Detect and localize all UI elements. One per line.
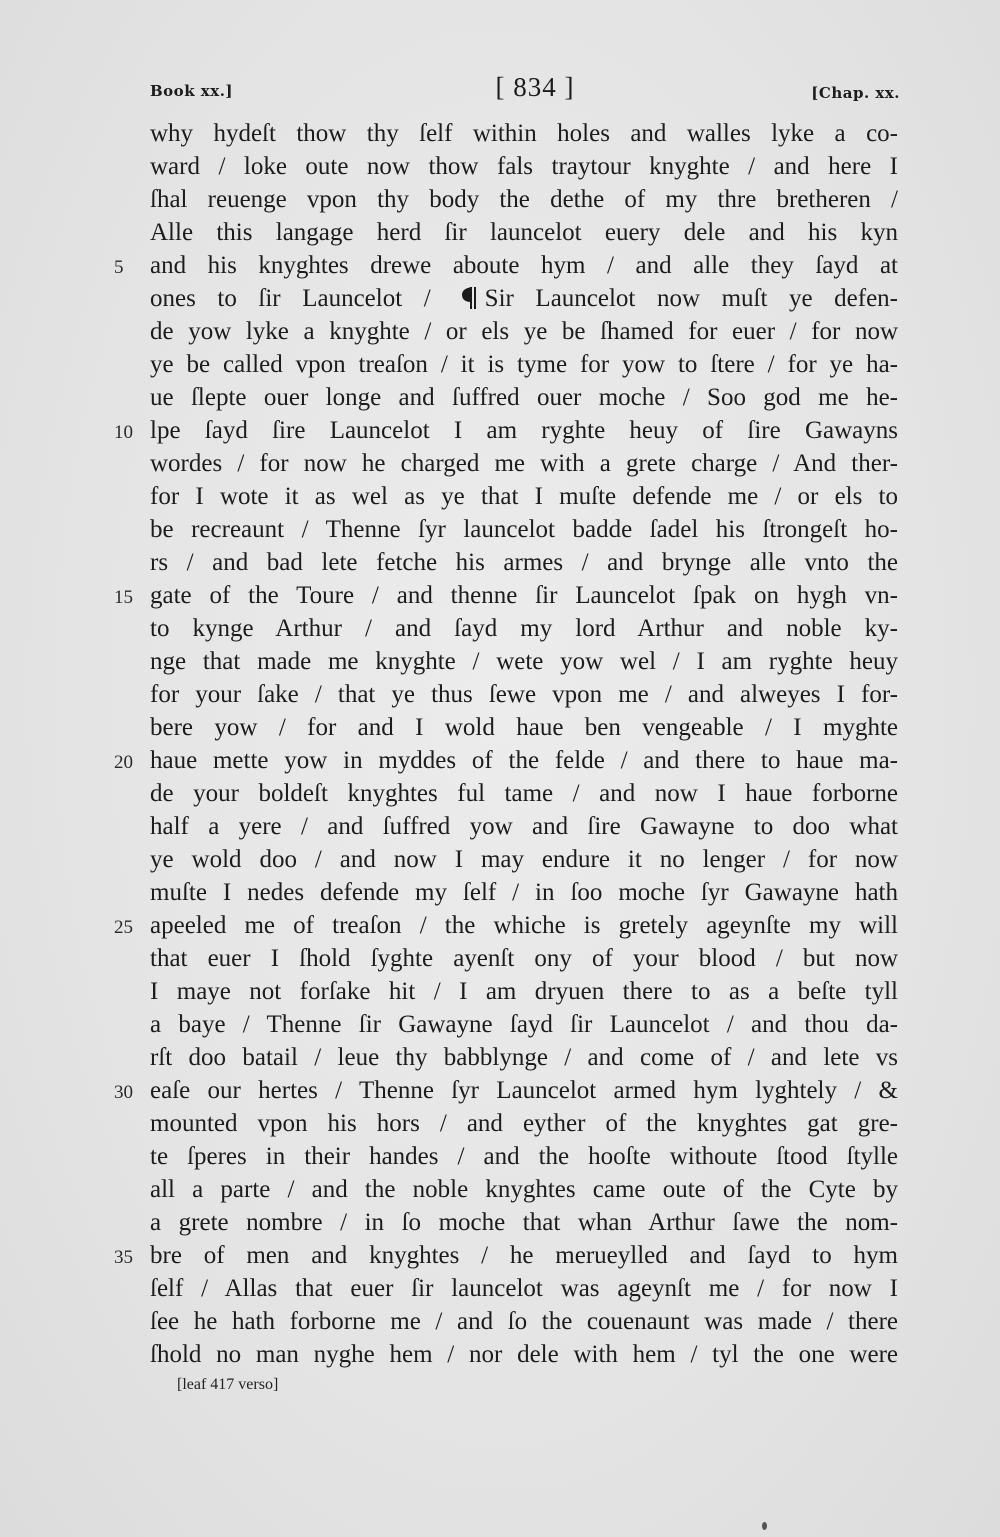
line-text: muſte I nedes defende my ſelf / in ſoo moche ſyr Gawayne hath [150, 879, 898, 906]
line-text: bre of men and knyghtes / he merueylled and ſayd to hym [150, 1242, 898, 1269]
line-text: haue mette yow in myddes of the felde / and there to haue ma- [150, 747, 898, 774]
line-text: Alle this langage herd ſir launcelot euery dele and his kyn [150, 219, 898, 246]
line-text: a baye / Thenne ſir Gawayne ſayd ſir Launcelot / and thou da- [150, 1011, 898, 1038]
line-text: be recreaunt / Thenne ſyr launcelot badde ſadel his ſtrongeſt ho- [150, 516, 898, 543]
line-text: lpe ſayd ſire Launcelot I am ryghte heuy of ſire Gawayns [150, 417, 898, 444]
line-text: and his knyghtes drewe aboute hym / and alle they ſayd at [150, 252, 898, 279]
line-text [150, 282, 898, 315]
line-number: 20 [114, 752, 133, 773]
text-line [150, 678, 898, 711]
line-number: 5 [114, 257, 124, 278]
line-text: all a parte / and the noble knyghtes came oute of the Cyte by [150, 1176, 898, 1203]
line-text-after-paragraph-mark: Sir Launcelot now muſt ye defen- [484, 285, 898, 312]
line-text: for I wote it as wel as ye that I muſte defende me / or els to [150, 483, 898, 510]
line-text: te ſperes in their handes / and the hooſte withoute ſtood ſtylle [150, 1143, 898, 1170]
body-text [114, 117, 898, 1371]
line-text: rſt doo batail / leue thy babblynge / and come of / and lete vs [150, 1044, 898, 1071]
line-text: for your ſake / that ye thus ſewe vpon me / and alweyes I for- [150, 681, 898, 708]
line-text: de yow lyke a knyghte / or els ye be ſhamed for euer / for now [150, 318, 898, 345]
text-line [150, 381, 898, 414]
line-text: to kynge Arthur / and ſayd my lord Arthur and noble ky- [150, 615, 898, 642]
line-text: ye be called vpon treaſon / it is tyme for yow to ſtere / for ye ha- [150, 351, 898, 378]
text-line [150, 1305, 898, 1338]
text-line [114, 1239, 898, 1272]
text-line [150, 1041, 898, 1074]
text-line [150, 810, 898, 843]
text-line [150, 1338, 898, 1371]
text-line [114, 1074, 898, 1107]
text-line [150, 216, 898, 249]
text-line [150, 843, 898, 876]
line-text: ſhold no man nyghe hem / nor dele with hem / tyl the one were [150, 1341, 898, 1368]
text-line [150, 546, 898, 579]
line-number: 10 [114, 422, 133, 443]
text-line [150, 282, 898, 315]
text-line [150, 183, 898, 216]
line-text: eaſe our hertes / Thenne ſyr Launcelot armed hym lyghtely / & [150, 1077, 898, 1104]
line-number: 35 [114, 1247, 133, 1268]
line-text: mounted vpon his hors / and eyther of the knyghtes gat gre- [150, 1110, 898, 1137]
line-text: gate of the Toure / and thenne ſir Launcelot ſpak on hygh vn- [150, 582, 898, 609]
text-line [150, 777, 898, 810]
running-head-chapter: [Chap. xx. [811, 84, 900, 102]
text-line [150, 1107, 898, 1140]
line-text: why hydeſt thow thy ſelf within holes and walles lyke a co- [150, 120, 898, 147]
text-line [150, 117, 898, 150]
line-text: that euer I ſhold ſyghte ayenſt ony of your blood / but now [150, 945, 898, 972]
text-line [150, 1272, 898, 1305]
line-number: 15 [114, 587, 133, 608]
running-head [150, 72, 900, 112]
text-line [114, 579, 898, 612]
page-number: [ 834 ] [495, 72, 575, 102]
line-number: 30 [114, 1082, 133, 1103]
line-text: de your boldeſt knyghtes ful tame / and now I haue forborne [150, 780, 898, 807]
text-line [114, 909, 898, 942]
text-line [150, 1140, 898, 1173]
text-line [150, 480, 898, 513]
text-line [150, 150, 898, 183]
text-line [114, 744, 898, 777]
text-line [150, 1206, 898, 1239]
line-text: bere yow / for and I wold haue ben vengeable / I myghte [150, 714, 898, 741]
text-line [114, 249, 898, 282]
line-text: ue ſlepte ouer longe and ſuffred ouer moche / Soo god me he- [150, 384, 898, 411]
line-text: apeeled me of treaſon / the whiche is gretely ageynſte my will [150, 912, 898, 939]
running-head-book: Book xx.] [150, 82, 234, 100]
text-line [150, 876, 898, 909]
line-text: I maye not forſake hit / I am dryuen there to as a beſte tyll [150, 978, 898, 1005]
paper-speck [762, 1522, 767, 1530]
text-line [150, 711, 898, 744]
text-line [150, 348, 898, 381]
text-line [150, 612, 898, 645]
line-text: ward / loke oute now thow fals traytour knyghte / and here I [150, 153, 898, 180]
text-line [150, 1008, 898, 1041]
leaf-reference-note: [leaf 417 verso] [177, 1376, 279, 1393]
text-line [150, 447, 898, 480]
text-line [150, 1173, 898, 1206]
text-line [150, 513, 898, 546]
line-text: ſee he hath forborne me / and ſo the couenaunt was made / there [150, 1308, 898, 1335]
text-line [114, 414, 898, 447]
line-text: half a yere / and ſuffred yow and ſire Gawayne to doo what [150, 813, 898, 840]
line-number: 25 [114, 917, 133, 938]
text-line [150, 645, 898, 678]
pilcrow-icon [461, 286, 477, 310]
line-text: wordes / for now he charged me with a grete charge / And ther- [150, 450, 898, 477]
line-text-before-paragraph-mark: ones to ſir Launcelot / [150, 285, 431, 312]
text-line [150, 315, 898, 348]
line-text: rs / and bad lete fetche his armes / and brynge alle vnto the [150, 549, 898, 576]
text-line [150, 942, 898, 975]
line-text: nge that made me knyghte / wete yow wel / I am ryghte heuy [150, 648, 898, 675]
line-text: ſhal reuenge vpon thy body the dethe of my thre bretheren / [150, 186, 898, 213]
line-text: ſelf / Allas that euer ſir launcelot was ageynſt me / for now I [150, 1275, 898, 1302]
line-text: a grete nombre / in ſo moche that whan Arthur ſawe the nom- [150, 1209, 898, 1236]
text-line [150, 975, 898, 1008]
line-text: ye wold doo / and now I may endure it no lenger / for now [150, 846, 898, 873]
